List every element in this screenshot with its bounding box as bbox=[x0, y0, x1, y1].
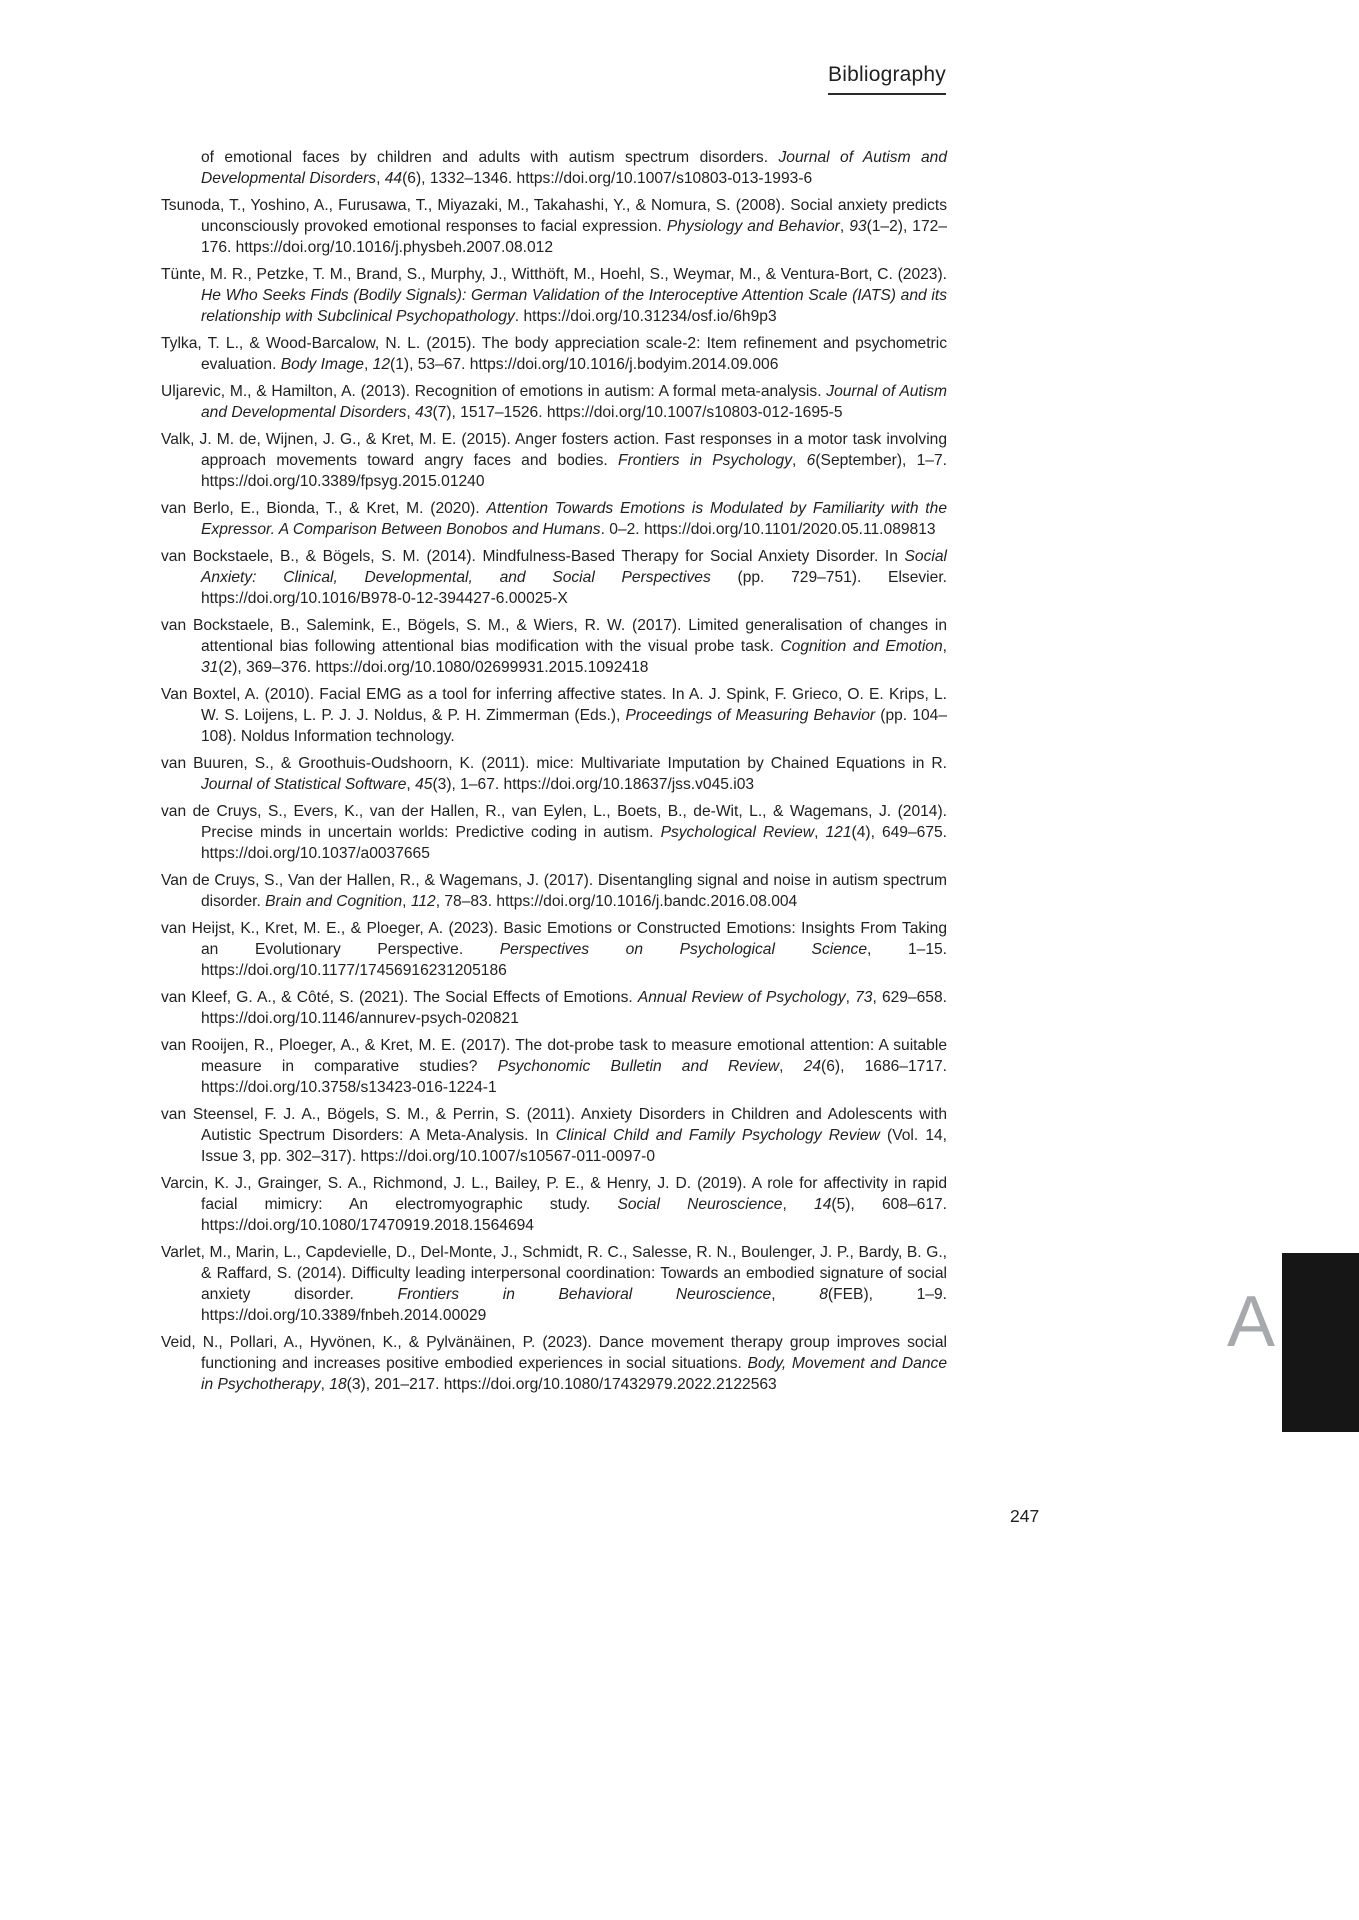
reference-text-segment: van Steensel, F. J. A., Bögels, S. M., & Perrin, S. (2011). Anxiety Disorders in Children and Adolescents with Autistic Spectrum Disorders: A Meta-Analysis. In bbox=[161, 1106, 947, 1144]
appendix-tab bbox=[1282, 1253, 1359, 1432]
reference-text-segment: (6), 1686–1717. https://doi.org/10.3758/s13423-016-1224-1 bbox=[201, 1058, 947, 1096]
reference-text-segment: (pp. 104–108). Noldus Information technology. bbox=[201, 707, 947, 745]
reference-text-segment: van Kleef, G. A., & Côté, S. (2021). The Social Effects of Emotions. bbox=[161, 989, 638, 1006]
reference-italic-segment: 121 bbox=[825, 824, 852, 841]
reference-text-segment: , bbox=[771, 1286, 820, 1303]
reference-entry bbox=[161, 801, 947, 864]
reference-italic-segment: 73 bbox=[855, 989, 873, 1006]
reference-text-segment: . https://doi.org/10.31234/osf.io/6h9p3 bbox=[514, 308, 777, 325]
reference-italic-segment: Body, Movement and Dance in Psychotherapy bbox=[201, 1355, 947, 1393]
page-header bbox=[161, 63, 946, 95]
reference-text-segment: Varlet, M., Marin, L., Capdevielle, D., Del-Monte, J., Schmidt, R. C., Salesse, R. N., Boulenger, J. P., Bardy, B. G., & Raffard, S. (2014). Difficulty leading interpersonal coordination: Towards an embodied signature of social anxiety disorder. bbox=[161, 1244, 947, 1303]
reference-text-segment: (5), 608–617. https://doi.org/10.1080/17470919.2018.1564694 bbox=[201, 1196, 947, 1234]
reference-text-segment: (3), 1–67. https://doi.org/10.18637/jss.v045.i03 bbox=[432, 776, 755, 793]
reference-entry bbox=[161, 918, 947, 981]
reference-entry bbox=[161, 1104, 947, 1167]
reference-text-segment: , bbox=[779, 1058, 804, 1075]
reference-italic-segment: 44 bbox=[384, 170, 403, 187]
reference-text-segment: , bbox=[942, 638, 947, 655]
reference-italic-segment: Journal of Autism and Developmental Disorders bbox=[201, 383, 947, 421]
reference-italic-segment: Proceedings of Measuring Behavior bbox=[625, 707, 876, 724]
reference-text-segment: of emotional faces by children and adults with autism spectrum disorders. bbox=[201, 149, 779, 166]
reference-entry bbox=[161, 381, 947, 423]
reference-italic-segment: Cognition and Emotion bbox=[780, 638, 943, 655]
reference-italic-segment: Physiology and Behavior bbox=[666, 218, 840, 235]
reference-text-segment: , bbox=[839, 218, 850, 235]
reference-italic-segment: 12 bbox=[372, 356, 391, 373]
reference-list bbox=[161, 147, 947, 1401]
reference-italic-segment: Psychological Review bbox=[660, 824, 815, 841]
reference-text-segment: Van Boxtel, A. (2010). Facial EMG as a tool for inferring affective states. In A. J. Spink, F. Grieco, O. E. Krips, L. W. S. Loijens, L. P. J. J. Noldus, & P. H. Zimmerman (Eds.), bbox=[161, 686, 947, 724]
reference-text-segment: (1), 53–67. https://doi.org/10.1016/j.bodyim.2014.09.006 bbox=[390, 356, 779, 373]
reference-italic-segment: 45 bbox=[415, 776, 433, 793]
reference-text-segment: (FEB), 1–9. https://doi.org/10.3389/fnbeh.2014.00029 bbox=[201, 1286, 947, 1324]
reference-text-segment: (6), 1332–1346. https://doi.org/10.1007/s10803-013-1993-6 bbox=[402, 170, 813, 187]
reference-italic-segment: Social Neuroscience bbox=[617, 1196, 783, 1213]
reference-text-segment: (4), 649–675. https://doi.org/10.1037/a0037665 bbox=[201, 824, 947, 862]
reference-italic-segment: Frontiers in Behavioral Neuroscience bbox=[397, 1286, 772, 1303]
reference-text-segment: , bbox=[406, 776, 416, 793]
page-number: 247 bbox=[1010, 1506, 1040, 1526]
appendix-letter: A bbox=[1227, 1282, 1276, 1362]
reference-entry bbox=[161, 870, 947, 912]
reference-text-segment: Tünte, M. R., Petzke, T. M., Brand, S., Murphy, J., Witthöft, M., Hoehl, S., Weymar, M., & Ventura-Bort, C. (2023). bbox=[161, 266, 947, 283]
reference-italic-segment: Frontiers in Psychology bbox=[618, 452, 793, 469]
reference-entry bbox=[161, 195, 947, 258]
reference-italic-segment: 43 bbox=[415, 404, 433, 421]
reference-italic-segment: 24 bbox=[803, 1058, 822, 1075]
reference-text-segment: (7), 1517–1526. https://doi.org/10.1007/s10803-012-1695-5 bbox=[432, 404, 843, 421]
reference-entry bbox=[161, 1035, 947, 1098]
reference-text-segment: Veid, N., Pollari, A., Hyvönen, K., & Pylvänäinen, P. (2023). Dance movement therapy group improves social functioning and increases positive embodied experiences in social situations. bbox=[161, 1334, 947, 1372]
reference-italic-segment: Psychonomic Bulletin and Review bbox=[497, 1058, 780, 1075]
reference-italic-segment: Body Image bbox=[280, 356, 364, 373]
reference-text-segment: (Vol. 14, Issue 3, pp. 302–317). https://doi.org/10.1007/s10567-011-0097-0 bbox=[201, 1127, 948, 1165]
reference-text-segment: , bbox=[376, 170, 385, 187]
reference-text-segment: Valk, J. M. de, Wijnen, J. G., & Kret, M. E. (2015). Anger fosters action. Fast responses in a motor task involving approach movements toward angry faces and bodies. bbox=[161, 431, 947, 469]
reference-entry bbox=[161, 333, 947, 375]
reference-text-segment: Tylka, T. L., & Wood-Barcalow, N. L. (2015). The body appreciation scale-2: Item refinement and psychometric evaluation. bbox=[161, 335, 947, 373]
reference-text-segment: , bbox=[845, 989, 856, 1006]
page-title: Bibliography bbox=[828, 63, 946, 95]
reference-text-segment: Tsunoda, T., Yoshino, A., Furusawa, T., Miyazaki, M., Takahashi, Y., & Nomura, S. (2008). Social anxiety predicts unconsciously provoked emotional responses to facial expression. bbox=[161, 197, 947, 235]
reference-italic-segment: Annual Review of Psychology bbox=[637, 989, 846, 1006]
reference-text-segment: van Heijst, K., Kret, M. E., & Ploeger, A. (2023). Basic Emotions or Constructed Emotions: Insights From Taking an Evolutionary Perspective. bbox=[161, 920, 947, 958]
reference-text-segment: , 1–15. https://doi.org/10.1177/17456916231205186 bbox=[201, 941, 947, 979]
reference-text-segment: , 629–658. https://doi.org/10.1146/annurev-psych-020821 bbox=[201, 989, 947, 1027]
reference-text-segment: , bbox=[782, 1196, 815, 1213]
reference-text-segment: , bbox=[406, 404, 416, 421]
reference-text-segment: van Berlo, E., Bionda, T., & Kret, M. (2020). bbox=[161, 500, 487, 517]
reference-text-segment: (1–2), 172–176. https://doi.org/10.1016/j.physbeh.2007.08.012 bbox=[201, 218, 947, 256]
reference-text-segment: van Bockstaele, B., & Bögels, S. M. (2014). Mindfulness-Based Therapy for Social Anxiety Disorder. In bbox=[161, 548, 905, 565]
reference-entry bbox=[161, 264, 947, 327]
reference-italic-segment: 14 bbox=[814, 1196, 832, 1213]
reference-text-segment: , 78–83. https://doi.org/10.1016/j.bandc.2016.08.004 bbox=[435, 893, 798, 910]
reference-text-segment: Van de Cruys, S., Van der Hallen, R., & Wagemans, J. (2017). Disentangling signal and noise in autism spectrum disorder. bbox=[161, 872, 947, 910]
reference-entry bbox=[161, 429, 947, 492]
reference-italic-segment: Clinical Child and Family Psychology Review bbox=[555, 1127, 880, 1144]
reference-entry bbox=[161, 546, 947, 609]
reference-text-segment: , bbox=[363, 356, 373, 373]
reference-entry bbox=[161, 987, 947, 1029]
reference-text-segment: (2), 369–376. https://doi.org/10.1080/02699931.2015.1092418 bbox=[218, 659, 649, 676]
reference-text-segment: van de Cruys, S., Evers, K., van der Hallen, R., van Eylen, L., Boets, B., de-Wit, L., & Wagemans, J. (2014). Precise minds in uncertain worlds: Predictive coding in autism. bbox=[161, 803, 947, 841]
reference-italic-segment: 112 bbox=[410, 893, 436, 910]
reference-text-segment: , bbox=[814, 824, 826, 841]
reference-italic-segment: 6 bbox=[806, 452, 816, 469]
reference-text-segment: Uljarevic, M., & Hamilton, A. (2013). Recognition of emotions in autism: A formal meta-analysis. bbox=[161, 383, 827, 400]
reference-entry bbox=[161, 615, 947, 678]
reference-italic-segment: He Who Seeks Finds (Bodily Signals): German Validation of the Interoceptive Attention Scale (IATS) and its relationship with Subclinical Psychopathology bbox=[201, 287, 947, 325]
reference-italic-segment: Social Anxiety: Clinical, Developmental, and Social Perspectives bbox=[201, 548, 947, 586]
reference-italic-segment: Brain and Cognition bbox=[265, 893, 403, 910]
reference-italic-segment: 18 bbox=[329, 1376, 347, 1393]
reference-text-segment: (pp. 729–751). Elsevier. https://doi.org/10.1016/B978-0-12-394427-6.00025-X bbox=[201, 569, 947, 607]
reference-italic-segment: Journal of Autism and Developmental Disorders bbox=[201, 149, 947, 187]
reference-text-segment: van Bockstaele, B., Salemink, E., Bögels, S. M., & Wiers, R. W. (2017). Limited generalisation of changes in attentional bias following attentional bias modification with the visual probe task. bbox=[161, 617, 947, 655]
reference-entry bbox=[161, 498, 947, 540]
reference-text-segment: , bbox=[792, 452, 807, 469]
reference-entry bbox=[161, 753, 947, 795]
reference-text-segment: van Buuren, S., & Groothuis-Oudshoorn, K. (2011). mice: Multivariate Imputation by Chained Equations in R. bbox=[161, 755, 947, 772]
reference-italic-segment: Attention Towards Emotions is Modulated by Familiarity with the Expressor. A Comparison Between Bonobos and Humans bbox=[201, 500, 947, 538]
reference-italic-segment: Journal of Statistical Software bbox=[201, 776, 407, 793]
reference-italic-segment: 31 bbox=[201, 659, 219, 676]
reference-entry bbox=[161, 1173, 947, 1236]
reference-italic-segment: 93 bbox=[849, 218, 867, 235]
reference-text-segment: (3), 201–217. https://doi.org/10.1080/17432979.2022.2122563 bbox=[346, 1376, 777, 1393]
reference-italic-segment: 8 bbox=[819, 1286, 828, 1303]
reference-entry bbox=[161, 684, 947, 747]
reference-text-segment: . 0–2. https://doi.org/10.1101/2020.05.11.089813 bbox=[600, 521, 936, 538]
reference-text-segment: (September), 1–7. https://doi.org/10.3389/fpsyg.2015.01240 bbox=[201, 452, 947, 490]
reference-text-segment: van Rooijen, R., Ploeger, A., & Kret, M. E. (2017). The dot-probe task to measure emotional attention: A suitable measure in comparative studies? bbox=[161, 1037, 947, 1075]
reference-entry bbox=[161, 147, 947, 189]
reference-italic-segment: Perspectives on Psychological Science bbox=[499, 941, 868, 958]
reference-text-segment: , bbox=[402, 893, 411, 910]
reference-text-segment: , bbox=[320, 1376, 330, 1393]
reference-text-segment: Varcin, K. J., Grainger, S. A., Richmond, J. L., Bailey, P. E., & Henry, J. D. (2019). A role for affectivity in rapid facial mimicry: An electromyographic study. bbox=[161, 1175, 947, 1213]
reference-entry bbox=[161, 1332, 947, 1395]
reference-entry bbox=[161, 1242, 947, 1326]
